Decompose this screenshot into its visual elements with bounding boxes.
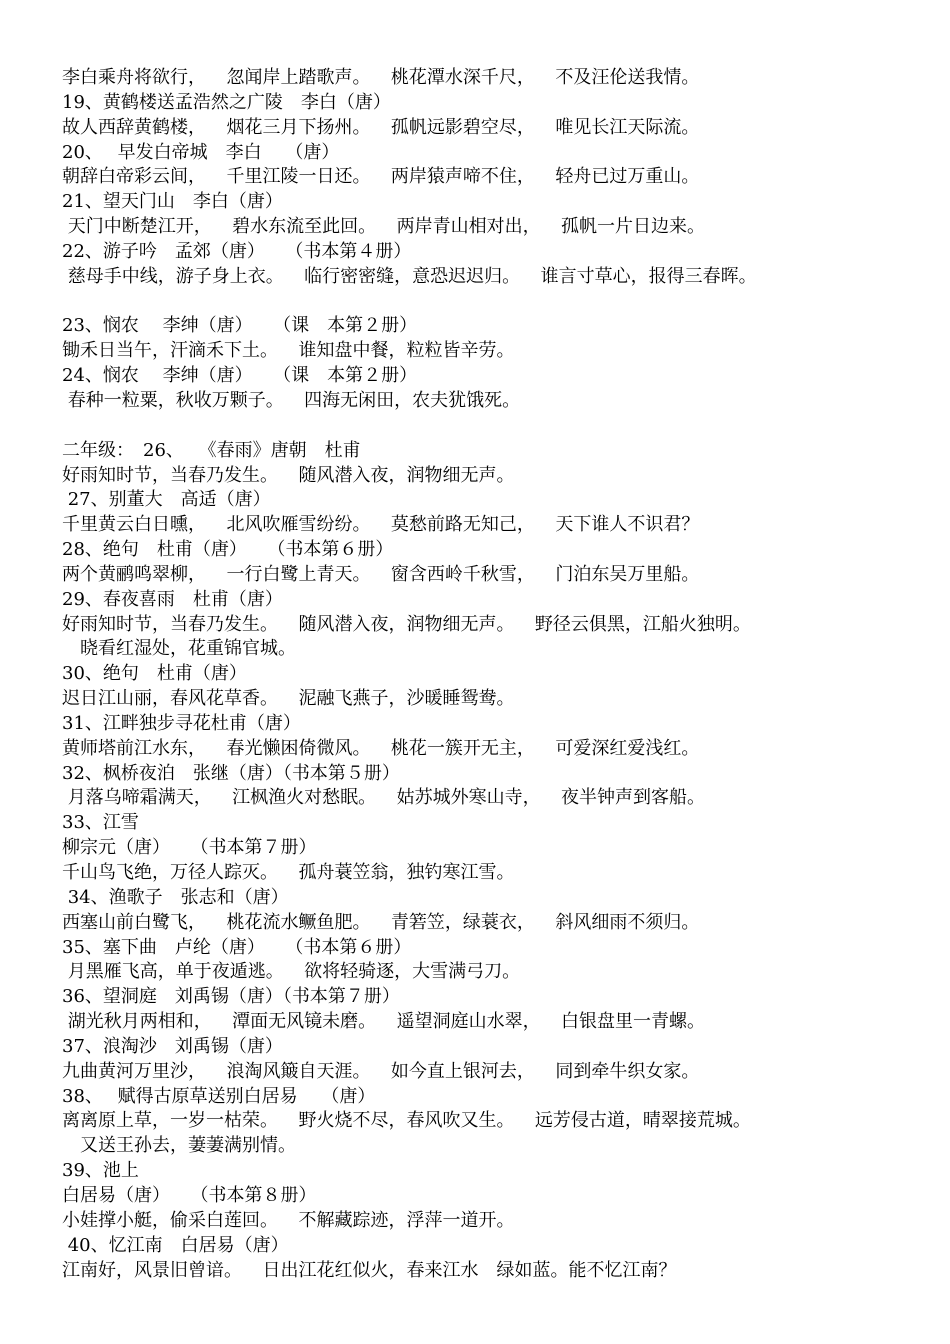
text-line: 好雨知时节，当春乃发生。 随风潜入夜，润物细无声。 [62, 464, 515, 486]
text-line: 小娃撑小艇，偷采白莲回。 不解藏踪迹，浮萍一道开。 [62, 1209, 515, 1231]
text-line: 九曲黄河万里沙， 浪淘风簸自天涯。 如今直上银河去， 同到牵牛织女家。 [62, 1060, 700, 1082]
text-line: 19、黄鹤楼送孟浩然之广陵 李白（唐） [62, 91, 391, 113]
document-page [62, 66, 932, 1283]
text-line: 千山鸟飞绝，万径人踪灭。 孤舟蓑笠翁，独钓寒江雪。 [62, 862, 515, 883]
text-line: 湖光秋月两相和， 潭面无风镜未磨。 遥望洞庭山水翠， 白银盘里一青螺。 [62, 1011, 706, 1033]
text-line: 30、绝句 杜甫（唐） [62, 663, 247, 685]
text-line: 天门中断楚江开， 碧水东流至此回。 两岸青山相对出， 孤帆一片日边来。 [62, 216, 706, 238]
text-line: 白居易（唐） （书本第８册） [62, 1184, 317, 1206]
text-line: 24、悯农 李绅（唐） （课 本第２册） [62, 365, 418, 387]
text-line: 38、 赋得古原草送别白居易 （唐） [62, 1085, 376, 1107]
text-line: 32、枫桥夜泊 张继（唐）（书本第５册） [62, 762, 400, 784]
text-line: 27、别董大 高适（唐） [62, 489, 271, 511]
text-line: 40、忆江南 白居易（唐） [62, 1234, 289, 1256]
text-line: 西塞山前白鹭飞， 桃花流水鳜鱼肥。 青箬笠，绿蓑衣， 斜风细雨不须归。 [62, 911, 700, 933]
text-line: 好雨知时节，当春乃发生。 随风潜入夜，润物细无声。 野径云俱黑，江船火独明。 [62, 613, 751, 635]
text-line: 月黑雁飞高，单于夜遁逃。 欲将轻骑逐，大雪满弓刀。 [62, 961, 521, 983]
text-line: 晓看红湿处，花重锦官城。 [62, 638, 296, 660]
text-line: 39、池上 [62, 1160, 139, 1182]
text-line: 31、江畔独步寻花杜甫（唐） [62, 712, 301, 734]
text-line: 春种一粒粟，秋收万颗子。 四海无闲田，农夫犹饿死。 [62, 389, 521, 411]
text-line: 36、望洞庭 刘禹锡（唐）（书本第７册） [62, 986, 400, 1008]
text-line: 朝辞白帝彩云间， 千里江陵一日还。 两岸猿声啼不住， 轻舟已过万重山。 [62, 166, 700, 188]
text-line: 37、浪淘沙 刘禹锡（唐） [62, 1035, 283, 1057]
text-line: 锄禾日当午，汗滴禾下土。 谁知盘中餐，粒粒皆辛劳。 [62, 340, 515, 362]
text-line: 迟日江山丽，春风花草香。 泥融飞燕子，沙暖睡鸳鸯。 [62, 688, 515, 710]
text-line: 29、春夜喜雨 杜甫（唐） [62, 588, 283, 610]
text-line: 28、绝句 杜甫（唐） （书本第６册） [62, 539, 394, 561]
text-line: 35、塞下曲 卢纶（唐） （书本第６册） [62, 936, 412, 958]
text-line: 离离原上草，一岁一枯荣。 野火烧不尽，春风吹又生。 远芳侵古道，晴翠接荒城。 [62, 1110, 751, 1132]
blank-line [62, 414, 932, 439]
text-line: 江南好，风景旧曾谙。 日出江花红似火，春来江水 绿如蓝。能不忆江南？ [62, 1259, 677, 1281]
text-line: 23、悯农 李绅（唐） （课 本第２册） [62, 315, 418, 337]
text-line: 故人西辞黄鹤楼， 烟花三月下扬州。 孤帆远影碧空尽， 唯见长江天际流。 [62, 116, 700, 138]
text-line: 22、游子吟 孟郊（唐） （书本第４册） [62, 240, 412, 262]
text-line: 李白乘舟将欲行， 忽闻岸上踏歌声。 桃花潭水深千尺， 不及汪伦送我情。 [62, 67, 700, 88]
text-line: 33、江雪 [62, 812, 139, 834]
text-line: 21、望天门山 李白（唐） [62, 191, 283, 213]
text-line: 又送王孙去，萋萋满别情。 [62, 1135, 296, 1157]
text-line: 20、 早发白帝城 李白 （唐） [62, 141, 340, 163]
text-line: 柳宗元（唐） （书本第７册） [62, 837, 317, 859]
text-line: 二年级： 26、 《春雨》唐朝 杜甫 [62, 439, 361, 461]
text-line: 慈母手中线，游子身上衣。 临行密密缝，意恐迟迟归。 谁言寸草心，报得三春晖。 [62, 265, 757, 287]
text-line: 千里黄云白日曛， 北风吹雁雪纷纷。 莫愁前路无知己， 天下谁人不识君？ [62, 514, 700, 536]
text-line: 月落乌啼霜满天， 江枫渔火对愁眠。 姑苏城外寒山寺， 夜半钟声到客船。 [62, 787, 706, 809]
text-line: 34、渔歌子 张志和（唐） [62, 886, 289, 908]
blank-line [62, 290, 932, 315]
text-line: 黄师塔前江水东， 春光懒困倚微风。 桃花一簇开无主， 可爱深红爱浅红。 [62, 737, 700, 759]
text-line: 两个黄鹂鸣翠柳， 一行白鹭上青天。 窗含西岭千秋雪， 门泊东吴万里船。 [62, 563, 700, 585]
